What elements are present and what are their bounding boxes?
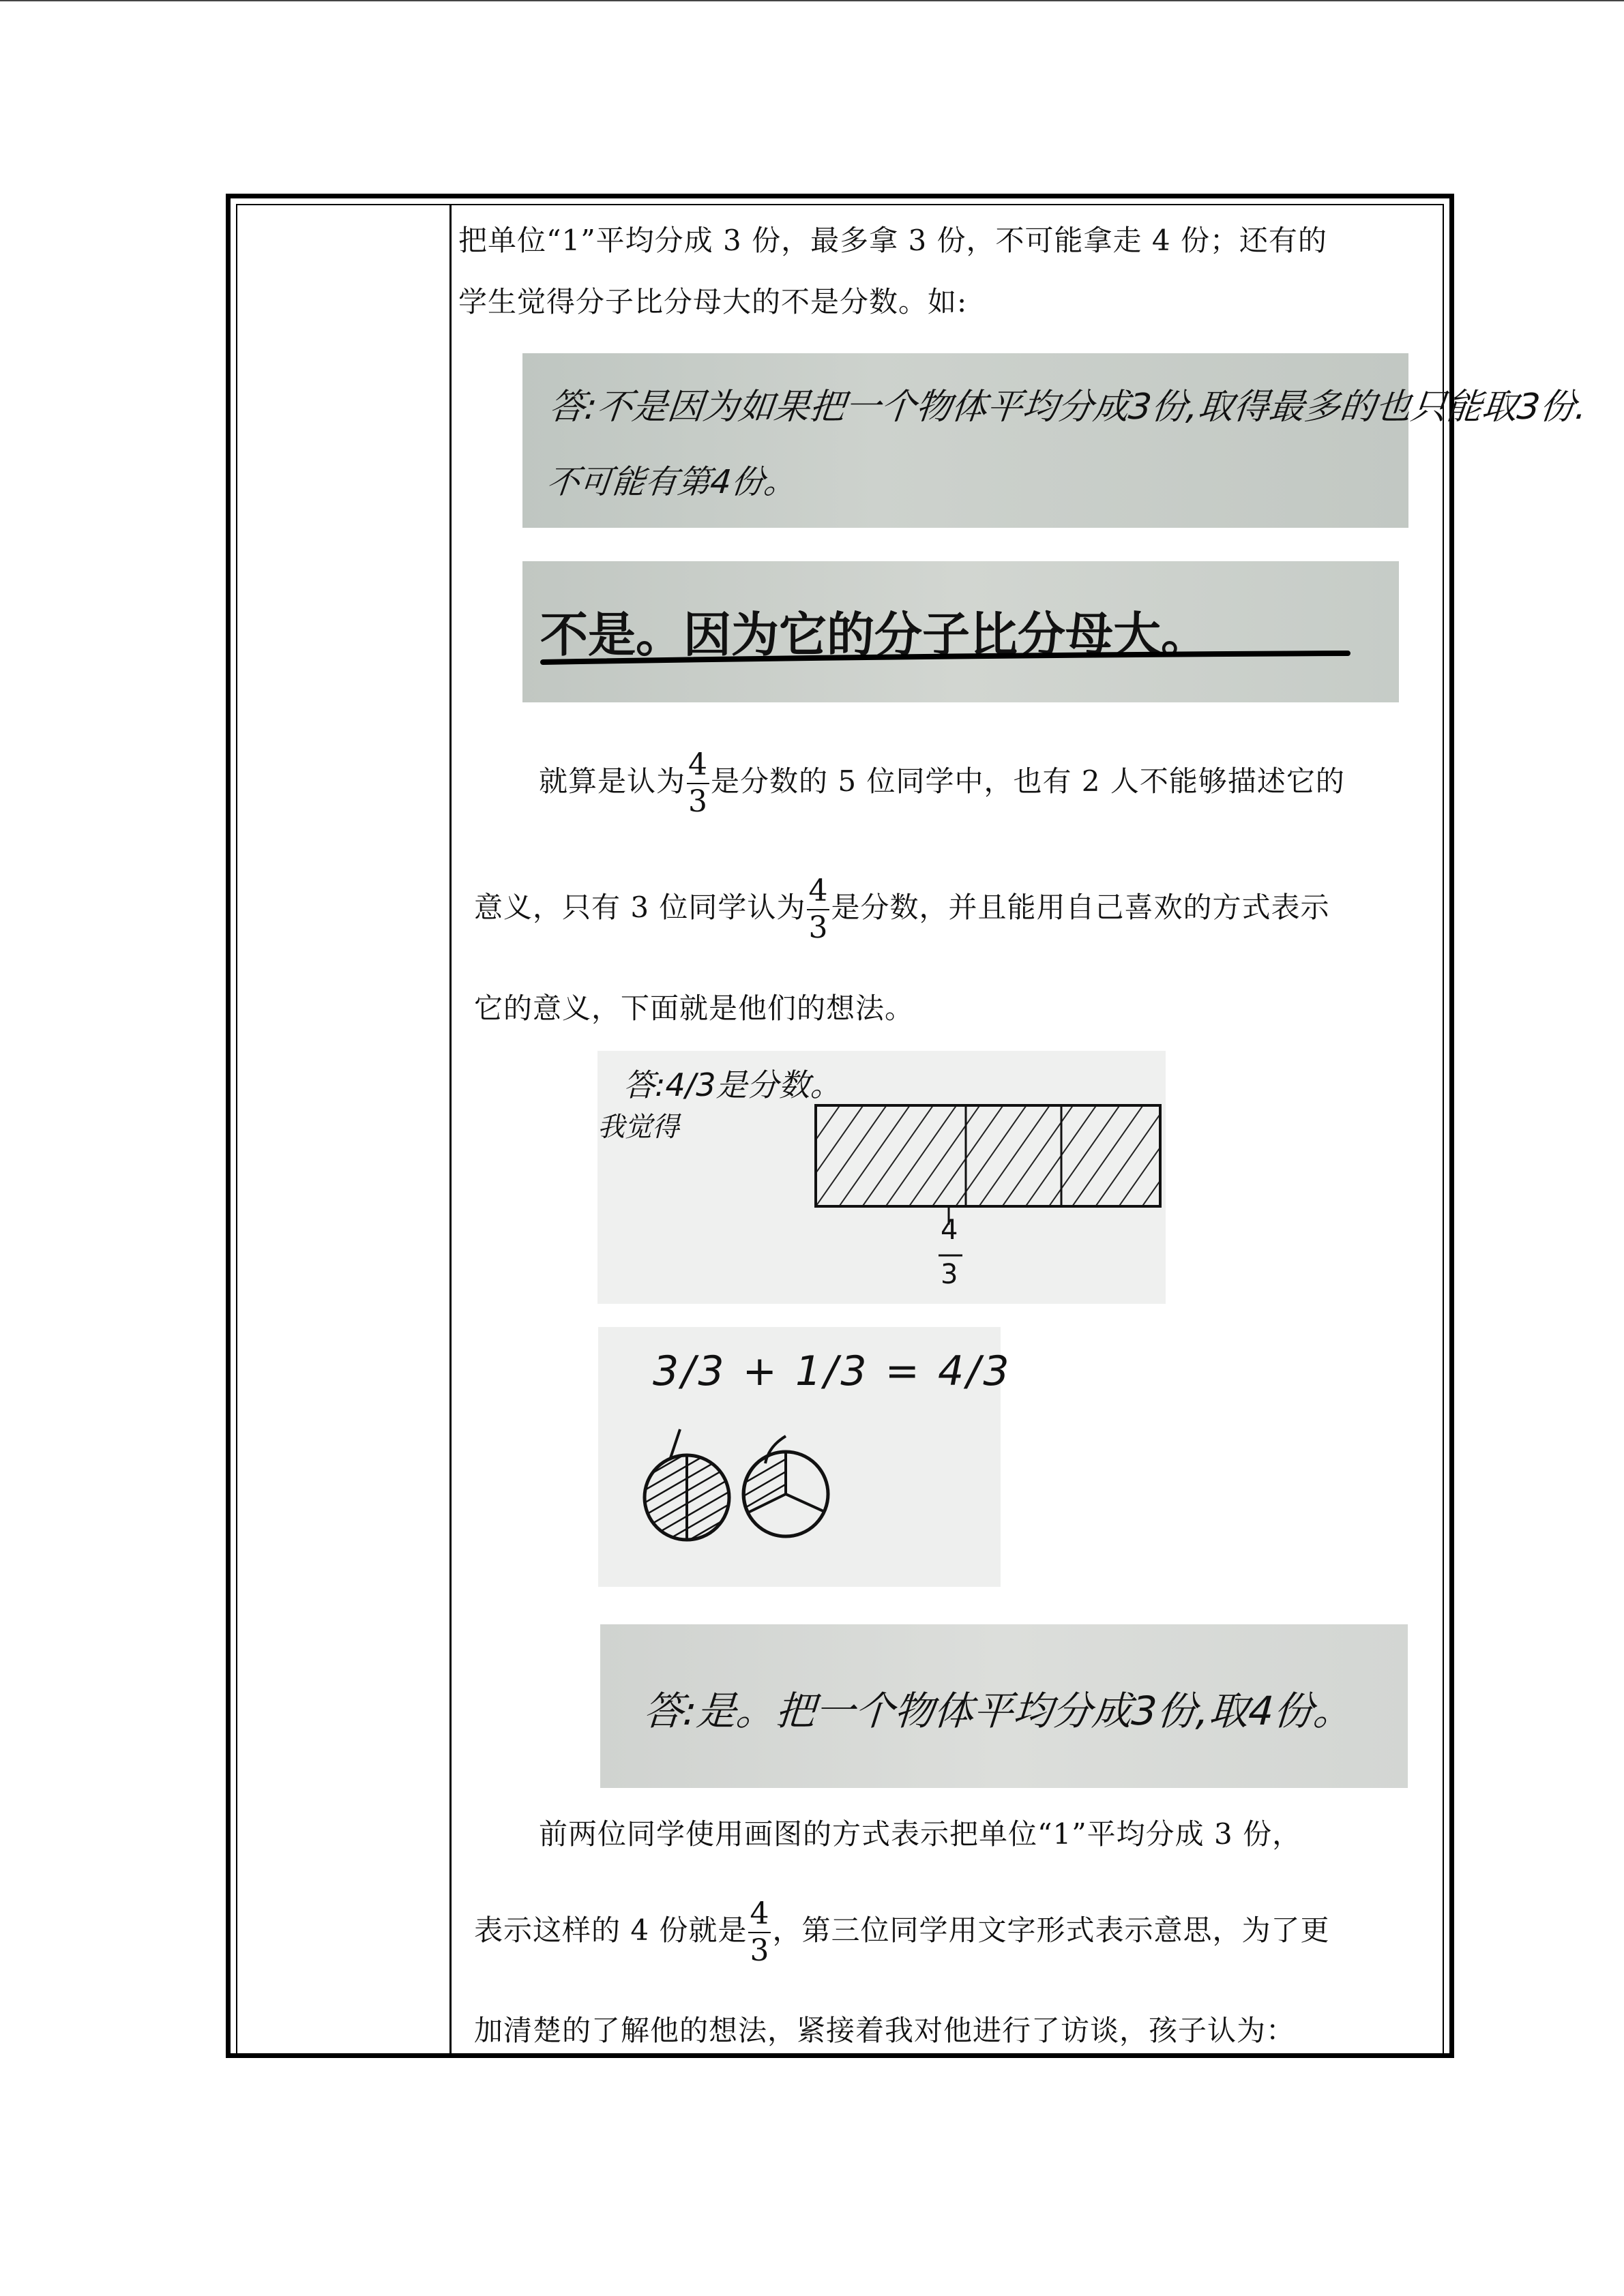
fraction-denominator: 3 xyxy=(808,910,829,945)
paragraph-line: 前两位同学使用画图的方式表示把单位“1”平均分成 3 份， xyxy=(539,1817,1302,1851)
scan-answer-2 xyxy=(522,561,1399,702)
fraction-denominator: 3 xyxy=(688,784,709,819)
handwritten-text: 答:不是因为如果把一个物体平均分成3份,取得最多的也只能取3份. xyxy=(547,387,1589,428)
scan-drawing-rectangle xyxy=(597,1051,1166,1304)
paragraph-line xyxy=(539,741,1345,822)
handwritten-fraction-denominator: 3 xyxy=(941,1259,958,1290)
scan-answer-3 xyxy=(600,1624,1408,1788)
scan-answer-1 xyxy=(522,353,1589,528)
text-run: ，第三位同学用文字形式表示意思，为了更 xyxy=(772,1913,1330,1947)
paragraph-line xyxy=(474,1890,1329,1971)
fraction xyxy=(748,1896,771,1968)
handwritten-text: 不可能有第4份。 xyxy=(544,463,799,501)
handwritten-equation: 3/3 + 1/3 = 4/3 xyxy=(653,1347,1012,1395)
column-divider xyxy=(449,205,452,2053)
paragraph-line: 把单位“1”平均分成 3 份，最多拿 3 份，不可能拿走 4 份；还有的 xyxy=(458,224,1327,257)
handwritten-label: 答:4/3是分数。 xyxy=(623,1067,842,1103)
text-run: 表示这样的 4 份就是 xyxy=(474,1913,748,1947)
paragraph-line: 加清楚的了解他的想法，紧接着我对他进行了访谈，孩子认为： xyxy=(474,2014,1296,2047)
fraction-numerator: 4 xyxy=(687,750,709,784)
text-run: 是分数的 5 位同学中，也有 2 人不能够描述它的 xyxy=(711,764,1345,798)
fraction xyxy=(687,747,709,819)
pie-circles-drawing xyxy=(598,1327,1001,1587)
handwritten-text: 不是。因为它的分子比分母大。 xyxy=(540,607,1209,663)
hatched-rectangle-drawing xyxy=(597,1051,1166,1304)
handwritten-fraction-numerator: 4 xyxy=(941,1214,958,1246)
underline-stroke xyxy=(522,561,1399,702)
paragraph-line xyxy=(474,867,1329,949)
fraction-numerator: 4 xyxy=(748,1899,771,1933)
handwritten-label: 我觉得 xyxy=(597,1112,679,1143)
text-run: 意义，只有 3 位同学认为 xyxy=(474,891,806,924)
handwritten-text: 答:是。把一个物体平均分成3份,取4份。 xyxy=(642,1688,1355,1734)
page-top-rule xyxy=(0,0,1624,1)
text-run: 是分数，并且能用自己喜欢的方式表示 xyxy=(831,891,1330,924)
text-run: 就算是认为 xyxy=(539,764,686,798)
scan-drawing-circles xyxy=(598,1327,1012,1587)
paragraph-line: 学生觉得分子比分母大的不是分数。如: xyxy=(458,285,968,318)
paragraph-line: 它的意义，下面就是他们的想法。 xyxy=(474,992,915,1025)
fraction xyxy=(807,876,829,943)
fraction-denominator: 3 xyxy=(750,1933,770,1968)
fraction-numerator: 4 xyxy=(807,876,829,910)
